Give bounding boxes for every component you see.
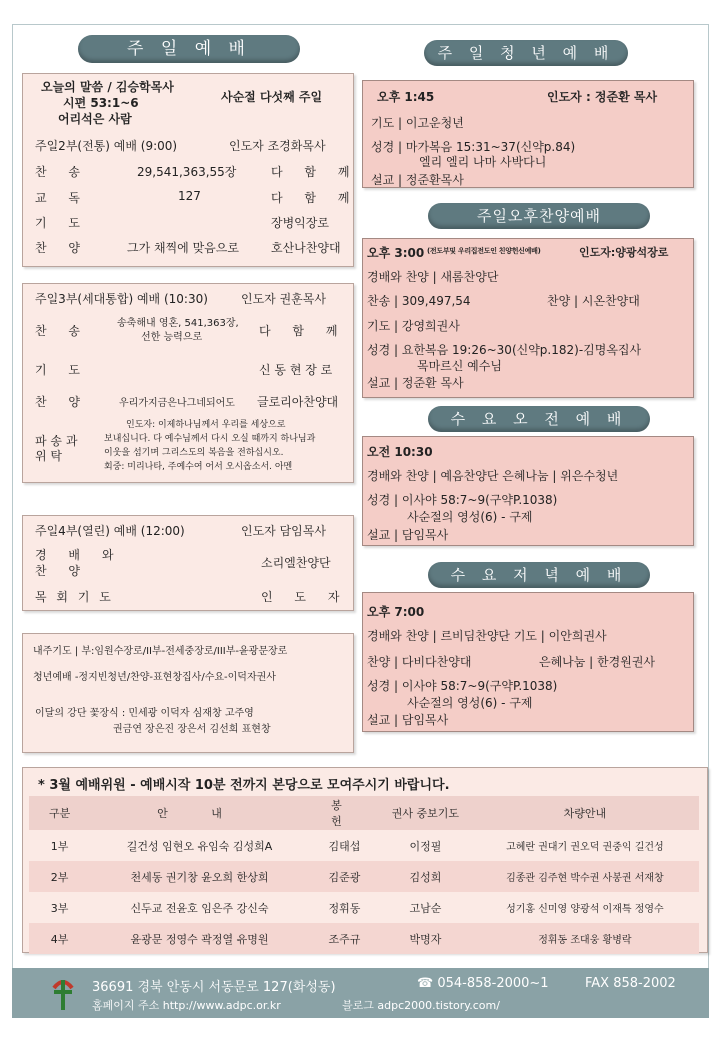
footer-phone: ☎ 054-858-2000~1 [417,976,549,991]
afternoon-time: 오후 3:00 [367,246,425,260]
row-key: 기 도 [35,216,89,230]
closing-key: 목 회 기 도 [35,590,114,604]
prayer-key: 기 도 [35,363,89,377]
church-logo-icon [50,974,76,1012]
table-cell: 천세동 권기창 윤오희 한상희 [90,861,309,892]
service3-label: 주일3부(세대통합) 예배 (10:30) [35,292,208,306]
wed-morning-scripture-title: 사순절의 영성(6) - 구제 [407,510,533,524]
ushers-table [29,796,699,954]
row-key: 찬 양 [35,241,89,255]
closing-person: 인 도 자 [261,590,349,604]
sermon-title: 오늘의 말씀 / 김승학목사 [41,80,174,94]
wed-evening-choir: 찬양 | 다비다찬양대 [367,655,472,669]
hymn-person: 다 함 께 [259,324,347,338]
table-cell: 김태섭 [328,839,361,853]
row-key: 찬 송 [35,165,89,179]
sending-key-line2: 위 탁 [35,449,62,463]
service4-box [22,515,354,611]
footer-blog[interactable]: 블로그 adpc2000.tistory.com/ [342,999,500,1012]
service2-label: 주일2부(전통) 예배 (9:00) [35,139,178,153]
praise-person: 소리엘찬양단 [261,556,331,570]
table-cell: 조주규 [309,923,380,954]
wed-evening-scripture: 성경 | 이사야 58:7~9(구약P.1038) [367,679,558,693]
praise-value: 우리가지금은나그네되어도 [119,398,235,409]
ushers-title: * 3월 예배위원 - 예배시작 10분 전까지 본당으로 모여주시기 바랍니다. [38,778,450,793]
table-cell: 길건성 임현오 유임숙 김성희A [126,839,273,853]
afternoon-time-note: (전도부및 우리집전도인 친양헌신예배) [427,247,541,255]
wed-evening-scripture-title: 사순절의 영성(6) - 구제 [407,696,533,710]
wed-evening-title: 수 요 저 녁 예 배 [428,562,650,588]
prayer-person: 신 동 현 장 로 [259,363,333,377]
notice-box [22,633,354,753]
notice-line: 청년예배 -정지빈청년/찬양-표현창집사/수요-이덕자권사 [33,672,276,683]
sending-text: 회중: 미리나타, 주예수여 어서 오시옵소서. 아멘 [104,462,293,472]
row-value: 29,541,363,55장 [137,165,237,179]
youth-scripture-title: 엘리 엘리 나마 사박다니 [419,155,547,169]
row-key: 교 독 [35,191,89,205]
wed-evening-praise: 경배와 찬양 | 르비딤찬양단 기도 | 이안희권사 [367,629,607,643]
table-cell: 고남순 [409,901,442,915]
table-cell: 성기홍 신미영 양광석 이재특 정영수 [506,904,664,915]
afternoon-prayer: 기도 | 강영희권사 [367,319,460,333]
footer-bar [12,968,709,1018]
table-header: 구분 [29,796,90,830]
table-header: 차량안내 [471,796,699,830]
youth-scripture: 성경 | 마가복음 15:31~37(신약p.84) [371,140,576,154]
sending-text: 보내십니다. 다 예수님께서 다시 오실 때까지 하나님과 [104,434,316,444]
table-header: 안 내 [90,796,309,830]
row-value: 127 [178,189,201,203]
table-cell: 정휘동 조대웅 황병락 [471,923,699,954]
wed-evening-time: 오후 7:00 [367,605,425,619]
afternoon-scripture: 성경 | 요한복음 19:26~30(신약p.182)-김명옥집사 [367,343,642,357]
table-cell: 고혜란 권대기 권오덕 권중익 길건성 [506,842,664,853]
table-cell: 김성희 [380,861,471,892]
notice-line: 이달의 강단 꽃장식 : 민세광 이덕자 심재창 고주영 [35,708,254,719]
praise-key-line1: 경 배 와 [35,548,123,562]
wed-morning-sermon: 설교 | 담임목사 [367,528,449,542]
table-cell: 김종관 김주현 박수권 사봉권 서재창 [471,861,699,892]
sermon-text: 시편 53:1~6 [63,96,139,110]
footer-homepage[interactable]: 홈페이지 주소 http://www.adpc.or.kr [92,999,281,1012]
service3-leader: 인도자 권훈목사 [241,292,326,306]
table-cell: 4부 [29,923,90,954]
table-header: 권사 중보기도 [380,796,471,830]
row-person: 다 함 께 [271,191,359,205]
sending-text: 이웃을 섬기며 그리스도의 복음을 전하십시오. [104,448,284,458]
wed-morning-scripture: 성경 | 이사야 58:7~9(구약P.1038) [367,493,558,507]
service3-box [22,283,354,483]
table-header-row [29,796,699,830]
wed-morning-title: 수 요 오 전 예 배 [428,406,650,432]
youth-box [362,80,694,188]
afternoon-choir: 찬양 | 시온찬양대 [547,294,640,308]
wed-morning-time: 오전 10:30 [367,445,433,459]
table-cell: 김준광 [309,861,380,892]
table-cell: 이정필 [409,839,442,853]
service4-leader: 인도자 담임목사 [241,524,326,538]
afternoon-sermon: 설교 | 정준환 목사 [367,376,464,390]
table-cell: 3부 [50,901,69,915]
afternoon-hymn: 찬송 | 309,497,54 [367,294,471,308]
afternoon-leader: 인도자:양광석장로 [579,246,669,259]
table-header: 봉 헌 [309,796,380,830]
youth-sermon: 설교 | 정준환목사 [371,173,464,187]
praise-key: 찬 양 [35,395,89,409]
week-label: 사순절 다섯째 주일 [221,90,323,104]
table-row [29,923,699,954]
hymn-value-line1: 송축해내 영혼, 541,363장, [117,318,239,329]
afternoon-scripture-title: 목마르신 예수님 [417,359,502,373]
hymn-key: 찬 송 [35,324,89,338]
wed-evening-sermon: 설교 | 담임목사 [367,713,449,727]
wed-evening-share: 은혜나눔 | 한경원권사 [539,655,656,669]
table-cell: 정휘동 [328,901,361,915]
praise-key-line2: 찬 양 [35,564,89,578]
afternoon-title: 주일오후찬양예배 [428,203,650,229]
table-row [29,892,699,923]
table-cell: 박명자 [380,923,471,954]
youth-time: 오후 1:45 [377,90,435,104]
hymn-value-line2: 선한 능력으로 [141,332,203,343]
row-person: 다 함 께 [271,165,359,179]
row-person: 호산나찬양대 [271,241,341,255]
afternoon-praise: 경배와 찬양 | 새롬찬양단 [367,270,499,284]
table-cell: 2부 [29,861,90,892]
wed-morning-box [362,436,694,546]
table-cell: 신두교 전윤호 임은주 강신숙 [130,901,269,915]
praise-person: 글로리아찬양대 [257,395,339,409]
youth-title: 주 일 청 년 예 배 [424,40,628,66]
youth-prayer: 기도 | 이고운청년 [371,116,464,130]
notice-line: 권금연 장은진 장은서 김선희 표현창 [113,724,271,735]
footer-address: 36691 경북 안동시 서동문로 127(화성동) [92,980,336,995]
row-value: 그가 채찍에 맞음으로 [127,241,239,255]
service2-leader: 인도자 조경화목사 [229,139,326,153]
sending-text: 인도자: 이제하나님께서 우리를 세상으로 [126,420,286,430]
wed-morning-praise: 경배와 찬양 | 예음찬양단 은혜나눔 | 위은수청년 [367,469,619,483]
youth-leader: 인도자 : 정준환 목사 [547,90,658,104]
footer-fax: FAX 858-2002 [585,976,676,991]
sermon-name: 어리석은 사람 [58,112,132,126]
table-cell: 1부 [50,839,69,853]
notice-line: 내주기도 | 부:임원수장로/II부-전세중장로/III부-윤광문장로 [33,646,288,657]
table-row [29,830,699,861]
wed-evening-box [362,592,694,732]
afternoon-box [362,238,694,398]
sunday-worship-title: 주 일 예 배 [78,35,300,63]
table-cell: 윤광문 정영수 곽정열 유명원 [90,923,309,954]
sending-key-line1: 파 송 과 [35,434,78,448]
row-person: 장병익장로 [271,216,329,230]
table-row [29,861,699,892]
service2-box [22,73,359,267]
service4-label: 주일4부(열린) 예배 (12:00) [35,524,185,538]
